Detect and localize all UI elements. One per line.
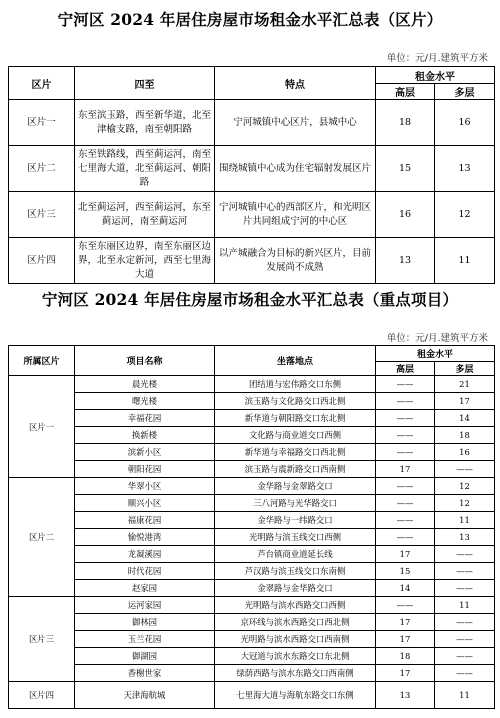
multi-cell: —— <box>435 461 495 478</box>
multi-cell: 14 <box>435 410 495 427</box>
location-cell: 金华路与金翠路交口 <box>215 478 376 495</box>
high-cell: 17 <box>376 614 435 631</box>
high-cell: 17 <box>376 461 435 478</box>
location-cell: 京环线与滨水西路交口西北侧 <box>215 614 376 631</box>
project-name-cell: 幸福花园 <box>75 410 215 427</box>
project-name-cell: 曙光楼 <box>75 393 215 410</box>
location-cell: 滨玉路与震新路交口西南侧 <box>215 461 376 478</box>
high-cell: —— <box>376 529 435 546</box>
table-row <box>9 495 495 512</box>
high-cell: 15 <box>376 563 435 580</box>
bounds-cell: 北至蓟运河，西至蓟运河，东至蓟运河，南至蓟运河 <box>75 192 215 238</box>
project-name-cell: 玉兰花园 <box>75 631 215 648</box>
header-multi: 多层 <box>435 84 495 100</box>
table-row <box>9 614 495 631</box>
high-cell: 18 <box>376 648 435 665</box>
project-name-cell: 香榭世家 <box>75 665 215 682</box>
header-location: 坐落地点 <box>215 346 376 376</box>
project-name-cell: 换新楼 <box>75 427 215 444</box>
table-row <box>9 597 495 614</box>
high-cell: —— <box>376 512 435 529</box>
location-cell: 金翠路与金华路交口 <box>215 580 376 597</box>
high-cell: 13 <box>376 238 435 284</box>
project-name-cell: 龙凝溪园 <box>75 546 215 563</box>
table-row <box>9 393 495 410</box>
table-row <box>9 461 495 478</box>
bounds-cell: 东至东丽区边界，南至东丽区边界，北至永定新河，西至七里海大道 <box>75 238 215 284</box>
location-cell: 光明路与滨玉线交口西侧 <box>215 529 376 546</box>
location-cell: 芦台镇商业道延长线 <box>215 546 376 563</box>
multi-cell: 21 <box>435 376 495 393</box>
multi-cell: 11 <box>435 597 495 614</box>
project-name-cell: 晨光楼 <box>75 376 215 393</box>
header-rent: 租金水平 <box>376 346 495 362</box>
high-cell: —— <box>376 478 435 495</box>
table-row <box>9 100 495 146</box>
multi-cell: —— <box>435 614 495 631</box>
feature-cell: 围绕城镇中心成为住宅辐射发展区片 <box>215 146 376 192</box>
feature-cell: 宁河城镇中心区片，县城中心 <box>215 100 376 146</box>
table-row <box>9 563 495 580</box>
multi-cell: 12 <box>435 495 495 512</box>
table-row <box>9 427 495 444</box>
multi-cell: —— <box>435 665 495 682</box>
bounds-cell: 东至铁路线，西至蓟运河，南至七里海大道，北至蓟运河、朝阳路 <box>75 146 215 192</box>
table-row <box>9 580 495 597</box>
project-name-cell: 福康花园 <box>75 512 215 529</box>
high-cell: —— <box>376 444 435 461</box>
high-cell: 17 <box>376 546 435 563</box>
high-cell: 18 <box>376 100 435 146</box>
high-cell: 17 <box>376 665 435 682</box>
location-cell: 滨玉路与文化路交口西北侧 <box>215 393 376 410</box>
multi-cell: 13 <box>435 146 495 192</box>
table-row <box>9 376 495 393</box>
location-cell: 光明路与滨水西路交口西南侧 <box>215 631 376 648</box>
high-cell: 14 <box>376 580 435 597</box>
table-row <box>9 478 495 495</box>
multi-cell: 16 <box>435 100 495 146</box>
zone-cell: 区片二 <box>9 146 75 192</box>
table-row <box>9 512 495 529</box>
location-cell: 金华路与一纬路交口 <box>215 512 376 529</box>
project-name-cell: 御湖园 <box>75 648 215 665</box>
high-cell: —— <box>376 410 435 427</box>
multi-cell: 11 <box>435 682 495 709</box>
header-feature: 特点 <box>215 67 376 100</box>
header-zone: 所属区片 <box>9 346 75 376</box>
header-high: 高层 <box>376 84 435 100</box>
location-cell: 光明路与滨水西路交口西侧 <box>215 597 376 614</box>
project-name-cell: 御林园 <box>75 614 215 631</box>
multi-cell: —— <box>435 580 495 597</box>
feature-cell: 以产城融合为目标的新兴区片，目前发展尚不成熟 <box>215 238 376 284</box>
zone-cell: 区片二 <box>9 478 75 597</box>
table-row <box>9 546 495 563</box>
location-cell: 三八河路与光华路交口 <box>215 495 376 512</box>
bounds-cell: 东至滨玉路，西至新华道，北至津榆支路，南至朝阳路 <box>75 100 215 146</box>
multi-cell: —— <box>435 546 495 563</box>
table1-title: 宁河区 2024 年居住房屋市场租金水平汇总表（区片） <box>57 10 443 29</box>
table-row <box>9 648 495 665</box>
location-cell: 七里海大道与海航东路交口东侧 <box>215 682 376 709</box>
multi-cell: 17 <box>435 393 495 410</box>
header-name: 项目名称 <box>75 346 215 376</box>
project-rent-table <box>8 345 495 709</box>
high-cell: —— <box>376 495 435 512</box>
zone-cell: 区片四 <box>9 238 75 284</box>
table-row <box>9 238 495 284</box>
multi-cell: —— <box>435 648 495 665</box>
zone-rent-table <box>8 66 495 284</box>
zone-cell: 区片一 <box>9 100 75 146</box>
project-name-cell: 滨新小区 <box>75 444 215 461</box>
location-cell: 绿荫西路与滨水东路交口西南侧 <box>215 665 376 682</box>
zone-cell: 区片一 <box>9 376 75 478</box>
high-cell: 16 <box>376 192 435 238</box>
location-cell: 团结道与宏伟路交口东侧 <box>215 376 376 393</box>
multi-cell: —— <box>435 631 495 648</box>
zone-cell: 区片三 <box>9 192 75 238</box>
multi-cell: 12 <box>435 192 495 238</box>
project-name-cell: 时代花园 <box>75 563 215 580</box>
high-cell: —— <box>376 597 435 614</box>
project-name-cell: 朝阳花园 <box>75 461 215 478</box>
header-high: 高层 <box>376 362 435 376</box>
high-cell: 17 <box>376 631 435 648</box>
project-name-cell: 愉悦港湾 <box>75 529 215 546</box>
project-name-cell: 顺兴小区 <box>75 495 215 512</box>
header-bounds: 四至 <box>75 67 215 100</box>
multi-cell: 16 <box>435 444 495 461</box>
high-cell: —— <box>376 376 435 393</box>
header-zone: 区片 <box>9 67 75 100</box>
table-row <box>9 192 495 238</box>
table-row <box>9 682 495 709</box>
table-row <box>9 665 495 682</box>
table-row <box>9 631 495 648</box>
high-cell: —— <box>376 393 435 410</box>
multi-cell: 13 <box>435 529 495 546</box>
multi-cell: 11 <box>435 238 495 284</box>
high-cell: 13 <box>376 682 435 709</box>
high-cell: 15 <box>376 146 435 192</box>
multi-cell: 18 <box>435 427 495 444</box>
multi-cell: —— <box>435 563 495 580</box>
location-cell: 芦汉路与滨玉线交口东南侧 <box>215 563 376 580</box>
location-cell: 新华道与幸福路交口西北侧 <box>215 444 376 461</box>
table-row <box>9 410 495 427</box>
table2-unit: 单位：元/月.建筑平方米 <box>386 333 488 344</box>
location-cell: 文化路与商业道交口西侧 <box>215 427 376 444</box>
multi-cell: 12 <box>435 478 495 495</box>
table-row <box>9 529 495 546</box>
project-name-cell: 运河家园 <box>75 597 215 614</box>
table1-unit: 单位：元/月.建筑平方米 <box>386 53 488 64</box>
zone-cell: 区片三 <box>9 597 75 682</box>
project-name-cell: 华翠小区 <box>75 478 215 495</box>
header-rent: 租金水平 <box>376 67 495 84</box>
multi-cell: 11 <box>435 512 495 529</box>
table2-title: 宁河区 2024 年居住房屋市场租金水平汇总表（重点项目） <box>41 290 459 309</box>
table-row <box>9 444 495 461</box>
project-name-cell: 天津海航城 <box>75 682 215 709</box>
header-multi: 多层 <box>435 362 495 376</box>
location-cell: 大冠道与滨水东路交口东北侧 <box>215 648 376 665</box>
project-name-cell: 赵家园 <box>75 580 215 597</box>
zone-cell: 区片四 <box>9 682 75 709</box>
table-row <box>9 146 495 192</box>
high-cell: —— <box>376 427 435 444</box>
feature-cell: 宁河城镇中心的西部区片，和光明区片共同组成宁河的中心区 <box>215 192 376 238</box>
location-cell: 新华道与朝阳路交口东北侧 <box>215 410 376 427</box>
